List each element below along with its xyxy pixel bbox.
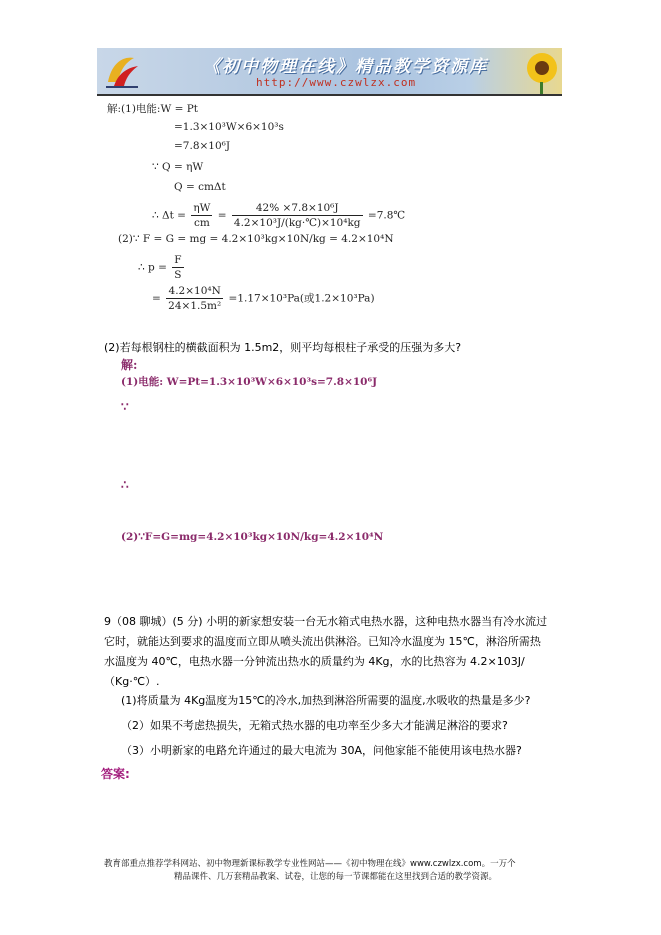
q9-subquestion-1: (1)将质量为 4Kg温度为15℃的冷水,加热到淋浴所需要的温度,水吸收的热量是多少? <box>121 694 531 707</box>
therefore-symbol: ∴ <box>121 478 129 492</box>
scan-line-8 <box>138 254 186 281</box>
fraction-eta-w-over-cm <box>191 202 212 229</box>
scan-line-1: 解:(1)电能:W = Pt <box>107 103 198 115</box>
fraction-numerator: 4.2×10⁴N <box>166 285 223 299</box>
fraction-numerator: F <box>174 254 182 266</box>
solution-line-1: (1)电能: W=Pt=1.3×10³W×6×10³s=7.8×10⁶J <box>121 376 378 388</box>
scan-line-9-result: =1.17×10³Pa(或1.2×10³Pa) <box>228 292 375 305</box>
logo-icon <box>104 52 140 90</box>
q9-paragraph-line-2: 它时，就能达到要求的温度而立即从喷头流出供淋浴。已知冷水温度为 15℃，淋浴所需热 <box>104 635 541 648</box>
fraction-pressure <box>166 285 223 312</box>
solution-line-2: (2)∵F=G=mg=4.2×10³kg×10N/kg=4.2×10⁴N <box>121 531 384 543</box>
scan-line-6-result: =7.8℃ <box>367 209 406 222</box>
fraction-temperature-rise <box>232 202 363 229</box>
scan-line-3: =7.8×10⁶J <box>174 140 231 152</box>
scan-line-5: Q = cmΔt <box>174 181 226 193</box>
fraction-denominator: cm <box>193 217 210 229</box>
because-symbol: ∵ <box>121 400 129 414</box>
scan-line-2: =1.3×10³W×6×10³s <box>174 121 284 133</box>
scan-line-9-prefix: = <box>152 292 161 305</box>
scan-line-6 <box>152 202 405 229</box>
footer-line-1: 教育部重点推荐学科网站、初中物理新课标教学专业性网站——《初中物理在线》www.czwlzx.com。一万个 <box>104 859 516 869</box>
q9-paragraph-line-1: 9（08 聊城）(5 分) 小明的新家想安装一台无水箱式电热水器，这种电热水器当有冷水流过 <box>104 615 548 628</box>
scan-line-7: (2)∵ F = G = mg = 4.2×10³kg×10N/kg = 4.2×10⁴N <box>118 233 394 245</box>
banner-title: 《初中物理在线》精品教学资源库 <box>203 57 488 77</box>
q9-subquestion-3: （3）小明新家的电路允许通过的最大电流为 30A，问他家能不能使用该电热水器? <box>121 744 522 757</box>
sunflower-icon <box>518 48 562 94</box>
header-divider <box>97 94 562 96</box>
banner-url[interactable]: http://www.czwlzx.com <box>256 76 417 89</box>
scan-line-8-prefix: ∴ p = <box>138 261 167 274</box>
footer-line-2: 精品课件、几万套精品教案、试卷，让您的每一节课都能在这里找到合适的教学资源。 <box>174 872 498 882</box>
fraction-f-over-s <box>172 254 183 281</box>
q9-subquestion-2: （2）如果不考虑热损失，无箱式热水器的电功率至少多大才能满足淋浴的要求? <box>121 719 508 732</box>
solution-label: 解: <box>121 358 138 372</box>
q9-paragraph-line-4: （Kg·℃）. <box>104 675 160 688</box>
scan-line-9 <box>152 285 375 312</box>
fraction-denominator: S <box>174 269 182 281</box>
fraction-numerator: 42% ×7.8×10⁶J <box>232 202 363 216</box>
fraction-denominator: 24×1.5m² <box>168 300 222 312</box>
fraction-numerator: ηW <box>193 202 211 214</box>
scan-line-4: ∵ Q = ηW <box>152 161 204 173</box>
q9-paragraph-line-3: 水温度为 40℃，电热水器一分钟流出热水的质量约为 4Kg，水的比热容为 4.2×103J/ <box>104 655 525 668</box>
question-2: (2)若每根钢柱的横截面积为 1.5m2，则平均每根柱子承受的压强为多大? <box>104 341 462 354</box>
fraction-denominator: 4.2×10³J/(kg·℃)×10⁴kg <box>233 217 361 229</box>
answer-label: 答案: <box>101 767 130 781</box>
scan-line-6-prefix: ∴ Δt = <box>152 209 186 222</box>
equals-sign: = <box>217 209 227 222</box>
